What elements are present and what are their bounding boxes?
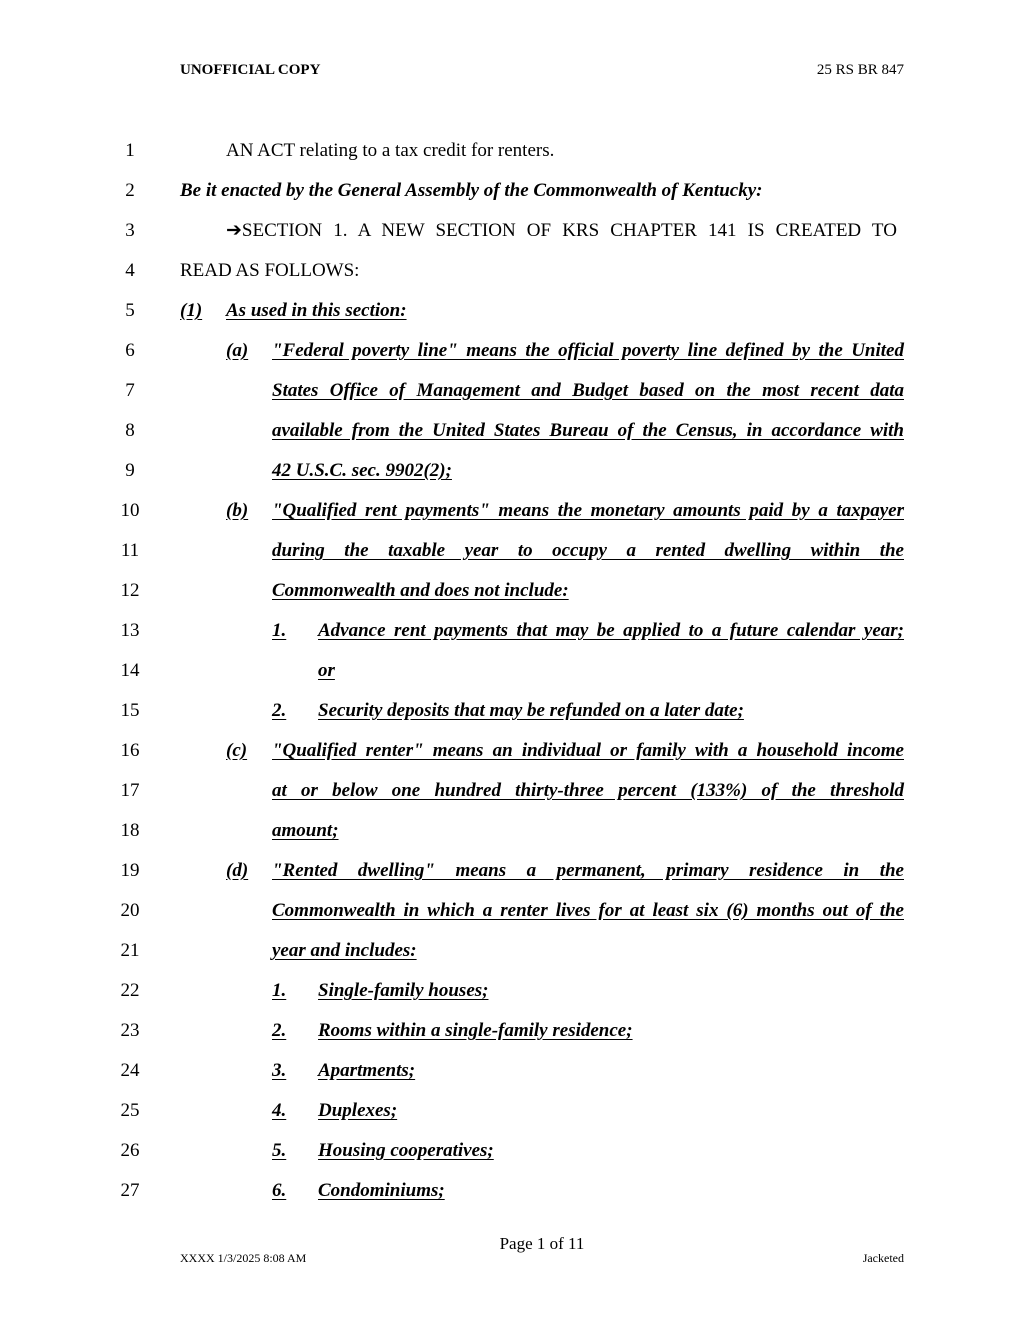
definition-text: Commonwealth and does not include:	[272, 580, 569, 601]
line-number: 22	[120, 980, 140, 1001]
definition-text: "Qualified renter" means an individual or family with a household income	[272, 740, 904, 761]
paragraph-label: (b)	[226, 500, 249, 521]
line-number: 17	[120, 780, 140, 801]
page-number: Page 1 of 11	[499, 1234, 585, 1253]
header-bill-request: 25 RS BR 847	[816, 62, 904, 78]
definition-text: Advance rent payments that may be applied to a future calendar year;	[318, 620, 904, 641]
line-number: 18	[120, 820, 140, 841]
definition-text: "Rented dwelling" means a permanent, primary residence in the	[272, 860, 904, 881]
subsection-text: As used in this section:	[226, 300, 407, 321]
right-arrow-icon: ➔	[226, 220, 242, 241]
definition-text: Condominiums;	[318, 1180, 445, 1201]
header-unofficial-copy: UNOFFICIAL COPY	[180, 62, 321, 78]
definition-text: Duplexes;	[318, 1100, 398, 1121]
line-number: 10	[120, 500, 140, 521]
line-number: 27	[120, 1180, 140, 1201]
line-number: 19	[120, 860, 140, 881]
subparagraph-label: 6.	[272, 1180, 287, 1201]
definition-text: Security deposits that may be refunded on a later date;	[318, 700, 744, 721]
definition-text: Apartments;	[318, 1060, 416, 1081]
section-heading-line	[226, 219, 904, 243]
line-number: 9	[125, 460, 135, 481]
footer-timestamp: XXXX 1/3/2025 8:08 AM	[180, 1251, 307, 1265]
subparagraph-label: 2.	[272, 700, 287, 721]
line-number: 24	[120, 1060, 140, 1081]
footer-status: Jacketed	[862, 1251, 904, 1265]
line-number: 12	[120, 580, 140, 601]
line-number: 7	[125, 380, 135, 401]
line-number: 16	[120, 740, 140, 761]
line-number: 5	[125, 300, 135, 321]
enacting-clause: Be it enacted by the General Assembly of the Commonwealth of Kentucky:	[180, 180, 763, 201]
line-number: 4	[125, 260, 135, 281]
definition-text: year and includes:	[272, 940, 417, 961]
subparagraph-label: 2.	[272, 1020, 287, 1041]
line-number: 25	[120, 1100, 140, 1121]
definition-text: Single-family houses;	[318, 980, 489, 1001]
line-number: 23	[120, 1020, 140, 1041]
subparagraph-label: 3.	[272, 1060, 287, 1081]
line-number: 20	[120, 900, 140, 921]
section-heading-continued: READ AS FOLLOWS:	[180, 260, 360, 281]
definition-text: "Qualified rent payments" means the monetary amounts paid by a taxpayer	[272, 500, 904, 521]
paragraph-label: (a)	[226, 340, 249, 361]
line-number: 15	[120, 700, 140, 721]
line-number: 6	[125, 340, 135, 361]
subparagraph-label: 1.	[272, 620, 287, 641]
subsection-label: (1)	[180, 300, 203, 321]
subparagraph-label: 4.	[272, 1100, 287, 1121]
line-number: 11	[120, 540, 140, 561]
definition-text: Housing cooperatives;	[318, 1140, 494, 1161]
definition-text: during the taxable year to occupy a rented dwelling within the	[272, 540, 904, 561]
line-number: 8	[125, 420, 135, 441]
section-heading-text: SECTION 1. A NEW SECTION OF KRS CHAPTER 141 IS CREATED TO	[241, 220, 897, 241]
definition-text: or	[318, 660, 335, 681]
line-number: 13	[120, 620, 140, 641]
act-title: AN ACT relating to a tax credit for renters.	[226, 140, 555, 161]
definition-text: States Office of Management and Budget based on the most recent data	[272, 380, 904, 401]
line-number: 26	[120, 1140, 140, 1161]
definition-text: at or below one hundred thirty-three percent (133%) of the threshold	[272, 780, 904, 801]
line-number: 1	[125, 140, 135, 161]
subparagraph-label: 5.	[272, 1140, 287, 1161]
paragraph-label: (d)	[226, 860, 249, 881]
line-number: 14	[120, 660, 140, 681]
definition-text: available from the United States Bureau of the Census, in accordance with	[272, 420, 904, 441]
definition-text: Commonwealth in which a renter lives for at least six (6) months out of the	[272, 900, 904, 921]
line-number: 3	[125, 220, 135, 241]
line-number: 2	[125, 180, 135, 201]
definition-text: amount;	[272, 820, 339, 841]
paragraph-label: (c)	[226, 740, 248, 761]
definition-text: 42 U.S.C. sec. 9902(2);	[272, 460, 452, 481]
definition-text: Rooms within a single-family residence;	[318, 1020, 633, 1041]
subparagraph-label: 1.	[272, 980, 287, 1001]
definition-text: "Federal poverty line" means the official poverty line defined by the United	[272, 340, 904, 361]
line-number: 21	[120, 940, 140, 961]
